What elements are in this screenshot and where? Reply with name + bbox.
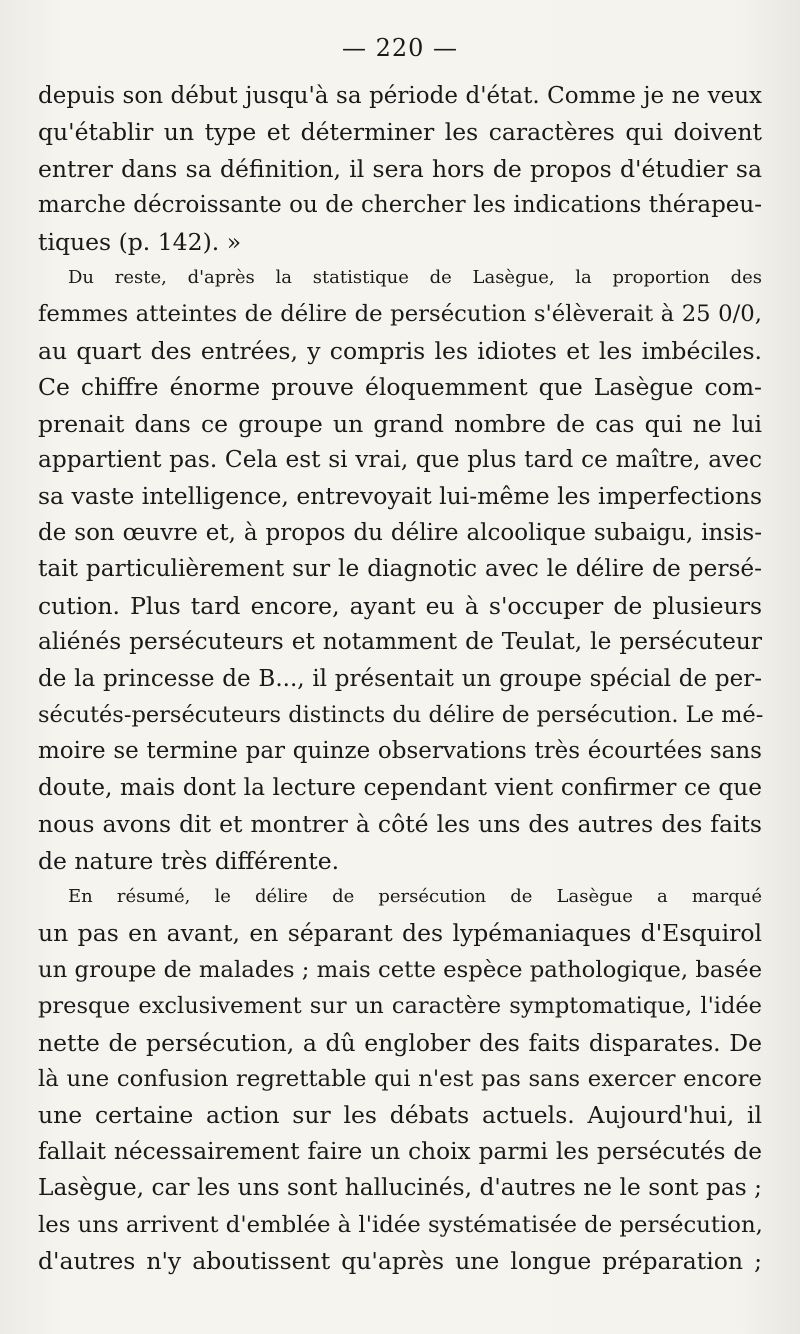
text-line: marche décroissante ou de chercher les indications thérapeu- bbox=[38, 192, 762, 219]
text-line: au quart des entrées, y compris les idiotes et les imbéciles. bbox=[38, 336, 762, 365]
paragraph bbox=[38, 78, 762, 260]
text-line: En résumé, le délire de persécution de Lasègue a marqué bbox=[68, 885, 762, 907]
text-line: qu'établir un type et déterminer les caractères qui doivent bbox=[38, 118, 762, 147]
text-line: nous avons dit et montrer à côté les uns des autres des faits bbox=[38, 810, 762, 839]
text-line: femmes atteintes de délire de persécution s'élèverait à 25 0/0, bbox=[38, 301, 762, 328]
text-line: une certaine action sur les débats actuels. Aujourd'hui, il bbox=[38, 1101, 762, 1130]
text-line: presque exclusivement sur un caractère symptomatique, l'idée bbox=[38, 993, 762, 1020]
text-line: un pas en avant, en séparant des lypémaniaques d'Esquirol bbox=[38, 919, 762, 948]
text-line: fallait nécessairement faire un choix parmi les persécutés de bbox=[38, 1137, 762, 1165]
text-line: Du reste, d'après la statistique de Lasègue, la proportion des bbox=[68, 267, 762, 289]
text-line: de la princesse de B..., il présentait un groupe spécial de per- bbox=[38, 665, 762, 692]
paragraph bbox=[38, 260, 762, 879]
text-line: les uns arrivent d'emblée à l'idée systématisée de persécution, bbox=[38, 1211, 763, 1238]
text-line: entrer dans sa définition, il sera hors de propos d'étudier sa bbox=[38, 154, 762, 183]
page-number: — 220 — bbox=[341, 34, 459, 62]
text-line: moire se termine par quinze observations très écourtées sans bbox=[38, 738, 762, 765]
text-line: d'autres n'y aboutissent qu'après une longue préparation ; bbox=[38, 1247, 762, 1275]
text-line: depuis son début jusqu'à sa période d'état. Comme je ne veux bbox=[38, 83, 762, 109]
text-line: doute, mais dont la lecture cependant vient confirmer ce que bbox=[38, 773, 762, 801]
text-line: Lasègue, car les uns sont hallucinés, d'autres ne le sont pas ; bbox=[38, 1174, 762, 1202]
text-line: sécutés-persécuteurs distincts du délire de persécution. Le mé- bbox=[38, 701, 764, 728]
text-line: sa vaste intelligence, entrevoyait lui-même les imperfections bbox=[38, 482, 763, 511]
text-line: prenait dans ce groupe un grand nombre de cas qui ne lui bbox=[38, 409, 762, 438]
paragraph bbox=[38, 879, 762, 1279]
text-line: de nature très différente. bbox=[38, 846, 340, 875]
text-line: Ce chiffre énorme prouve éloquemment que Lasègue com- bbox=[38, 373, 762, 402]
body-text bbox=[38, 78, 762, 1279]
text-line: un groupe de malades ; mais cette espèce pathologique, basée bbox=[38, 956, 763, 983]
text-line: appartient pas. Cela est si vrai, que plus tard ce maître, avec bbox=[38, 446, 762, 474]
text-line: tiques (p. 142). » bbox=[38, 227, 242, 256]
text-line: de son œuvre et, à propos du délire alcoolique subaigu, insis- bbox=[38, 519, 762, 546]
text-line: tait particulièrement sur le diagnotic avec le délire de persé- bbox=[38, 555, 762, 583]
text-line: cution. Plus tard encore, ayant eu à s'occuper de plusieurs bbox=[38, 591, 762, 620]
text-line: là une confusion regrettable qui n'est pas sans exercer encore bbox=[38, 1065, 762, 1092]
text-line: aliénés persécuteurs et notamment de Teulat, le persécuteur bbox=[38, 628, 762, 656]
text-line: nette de persécution, a dû englober des faits disparates. De bbox=[38, 1028, 762, 1057]
